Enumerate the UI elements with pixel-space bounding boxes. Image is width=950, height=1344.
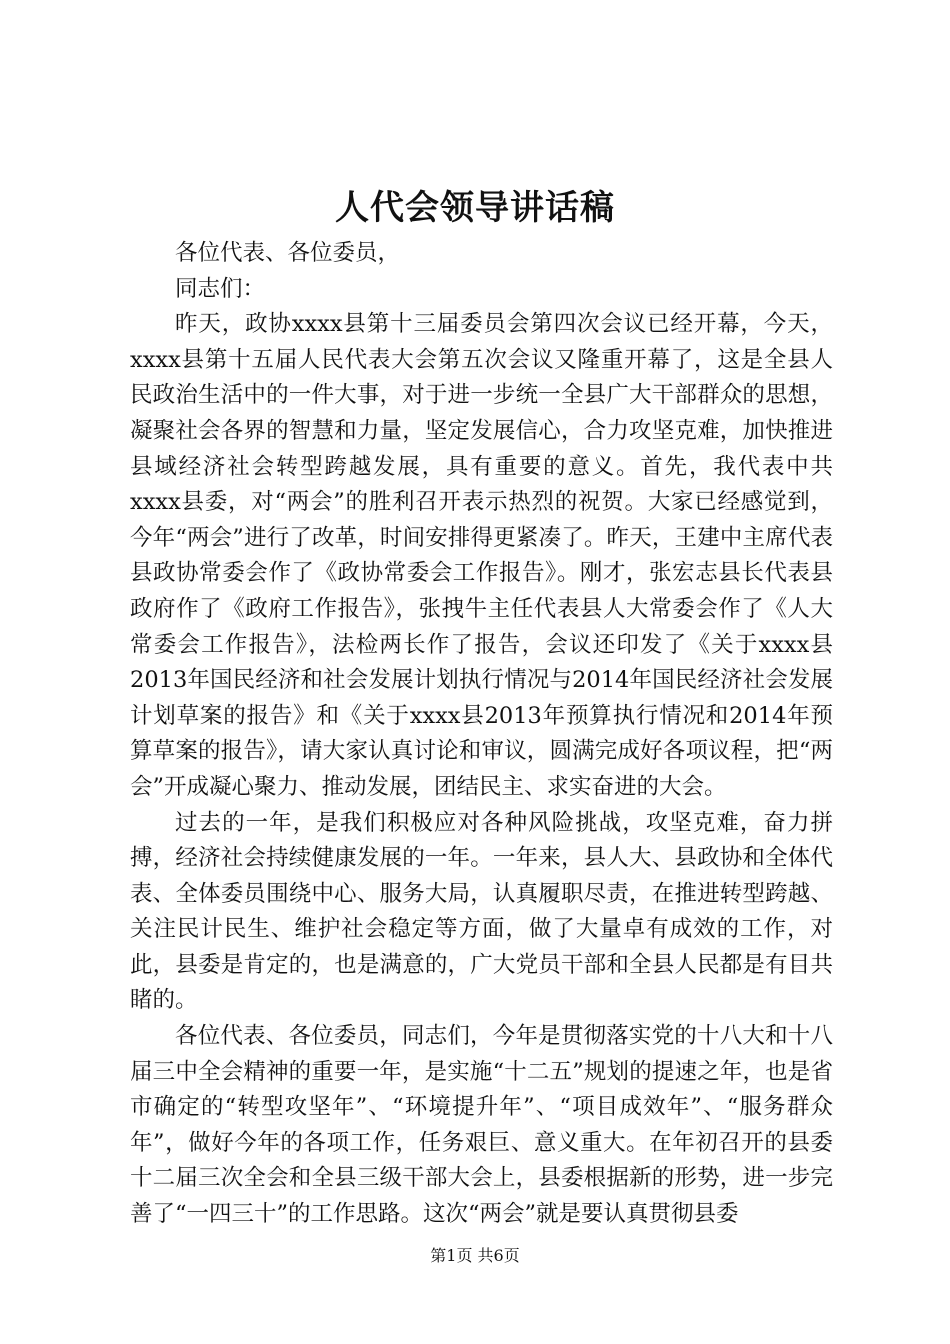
salutation-line: 各位代表、各位委员， [175, 240, 401, 266]
page-footer: 第1页 共6页 [430, 1246, 520, 1265]
body-paragraph: 昨天，政协xxxx县第十三届委员会第四次会议已经开幕，今天，xxxx县第十五届人民代表大会第五次会议又隆重开幕了，这是全县人民政治生活中的一件大事，对于进一步统一全县广大干部群众的思想，凝聚社会各界的智慧和力量，坚定发展信心，合力攻坚克难，加快推进县域经济社会转型跨越发展，具有重要的意义。首先，我代表中共xxxx县委，对“两会”的胜利召开表示热烈的祝贺。大家已经感觉到，今年“两会”进行了改革，时间安排得更紧凑了。昨天，王建中主席代表县政协常委会作了《政协常委会工作报告》。刚才，张宏志县长代表县政府作了《政府工作报告》，张拽牛主任代表县人大常委会作了《人大常委会工作报告》，法检两长作了报告，会议还印发了《关于xxxx县2013年国民经济和社会发展计划执行情况与2014年国民经济社会发展计划草案的报告》和《关于xxxx县2013年预算执行情况和2014年预算草案的报告》，请大家认真讨论和审议，圆满完成好各项议程，把“两会”开成凝心聚力、推动发展，团结民主、求实奋进的大会。 [130, 311, 833, 800]
document-title: 人代会领导讲话稿 [335, 188, 615, 228]
salutation-line: 同志们： [175, 275, 266, 302]
document-body [130, 236, 833, 1233]
body-paragraph: 各位代表、各位委员，同志们，今年是贯彻落实党的十八大和十八届三中全会精神的重要一年，是实施“十二五”规划的提速之年，也是省市确定的“转型攻坚年”、“环境提升年”、“项目成效年”、“服务群众年”，做好今年的各项工作，任务艰巨、意义重大。在年初召开的县委十二届三次全会和全县三级干部大会上，县委根据新的形势，进一步完善了“一四三十”的工作思路。这次“两会”就是要认真贯彻县委 [130, 1023, 833, 1228]
body-paragraph: 过去的一年，是我们积极应对各种风险挑战，攻坚克难，奋力拼搏，经济社会持续健康发展的一年。一年来，县人大、县政协和全体代表、全体委员围绕中心、服务大局，认真履职尽责，在推进转型跨越、关注民计民生、维护社会稳定等方面，做了大量卓有成效的工作，对此，县委是肯定的，也是满意的，广大党员干部和全县人民都是有目共睹的。 [130, 809, 833, 1014]
